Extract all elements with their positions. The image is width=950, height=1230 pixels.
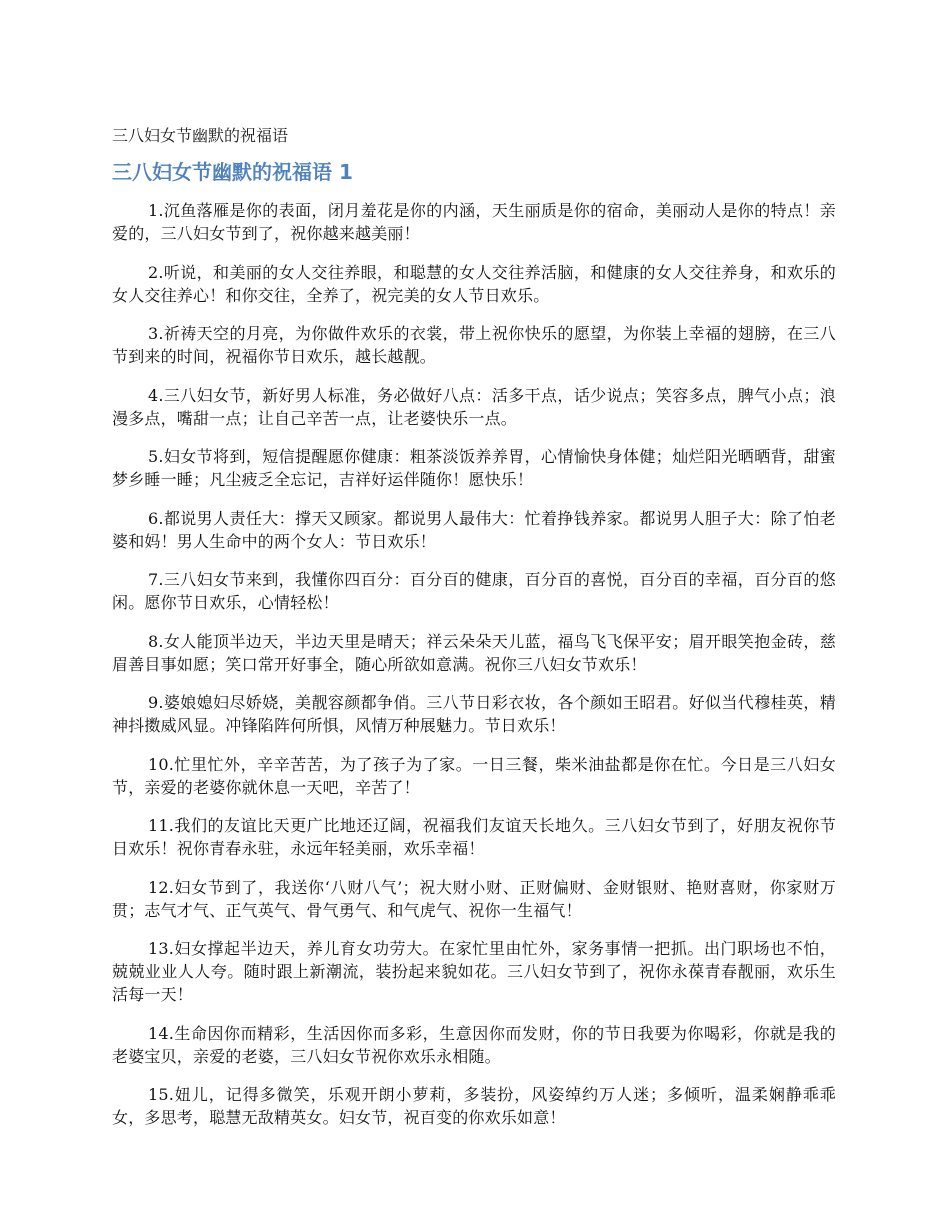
blessing-item-11: 11.我们的友谊比天更广比地还辽阔，祝福我们友谊天长地久。三八妇女节到了，好朋友祝你节日欢乐！祝你青春永驻，永远年轻美丽，欢乐幸福！ xyxy=(112,816,836,858)
blessing-item-4: 4.三八妇女节，新好男人标准，务必做好八点：活多干点，话少说点；笑容多点，脾气小点；浪漫多点，嘴甜一点；让自己辛苦一点，让老婆快乐一点。 xyxy=(112,385,836,428)
blessing-item-6: 6.都说男人责任大：撑天又顾家。都说男人最伟大：忙着挣钱养家。都说男人胆子大：除了怕老婆和妈！男人生命中的两个女人：节日欢乐！ xyxy=(112,508,836,551)
blessing-item-13: 13.妇女撑起半边天，养儿育女功劳大。在家忙里由忙外，家务事情一把抓。出门职场也不怕，兢兢业业人人夸。随时跟上新潮流，装扮起来貌如花。三八妇女节到了，祝你永葆青春靓丽，欢乐生活每一天！ xyxy=(112,939,836,1004)
blessing-item-1: 1.沉鱼落雁是你的表面，闭月羞花是你的内涵，天生丽质是你的宿命，美丽动人是你的特点！亲爱的，三八妇女节到了，祝你越来越美丽！ xyxy=(112,201,836,243)
document-title: 三八妇女节幽默的祝福语 xyxy=(112,126,289,145)
blessing-item-14: 14.生命因你而精彩，生活因你而多彩，生意因你而发财，你的节日我要为你喝彩，你就是我的老婆宝贝，亲爱的老婆，三八妇女节祝你欢乐永相随。 xyxy=(112,1023,836,1066)
blessing-item-7: 7.三八妇女节来到，我懂你四百分：百分百的健康，百分百的喜悦，百分百的幸福，百分百的悠闲。愿你节日欢乐，心情轻松！ xyxy=(112,570,836,612)
blessing-item-5: 5.妇女节将到，短信提醒愿你健康：粗茶淡饭养养胃，心情愉快身体健；灿烂阳光晒晒背，甜蜜梦乡睡一睡；凡尘疲乏全忘记，吉祥好运伴随你！愿快乐！ xyxy=(112,447,836,489)
blessing-item-10: 10.忙里忙外，辛辛苦苦，为了孩子为了家。一日三餐，柴米油盐都是你在忙。今日是三八妇女节，亲爱的老婆你就休息一天吧，辛苦了！ xyxy=(112,754,836,797)
blessing-item-2: 2.听说，和美丽的女人交往养眼，和聪慧的女人交往养活脑，和健康的女人交往养身，和欢乐的女人交往养心！和你交往，全养了，祝完美的女人节日欢乐。 xyxy=(112,262,836,305)
document-page xyxy=(112,124,836,1145)
blessing-list xyxy=(112,199,836,1129)
blessing-item-12: 12.妇女节到了，我送你‘八财八气’；祝大财小财、正财偏财、金财银财、艳财喜财，你家财万贯；志气才气、正气英气、骨气勇气、和气虎气、祝你一生福气！ xyxy=(112,877,836,920)
blessing-item-3: 3.祈祷天空的月亮，为你做件欢乐的衣裳，带上祝你快乐的愿望，为你装上幸福的翅膀，在三八节到来的时间，祝福你节日欢乐，越长越靓。 xyxy=(112,324,836,366)
section-heading: 三八妇女节幽默的祝福语 1 xyxy=(112,160,353,184)
blessing-item-15: 15.妞儿，记得多微笑，乐观开朗小萝莉，多装扮，风姿绰约万人迷；多倾听，温柔娴静乖乖女，多思考，聪慧无敌精英女。妇女节，祝百变的你欢乐如意！ xyxy=(112,1085,836,1127)
blessing-item-8: 8.女人能顶半边天，半边天里是晴天；祥云朵朵天儿蓝，福鸟飞飞保平安；眉开眼笑抱金砖，慈眉善目事如愿；笑口常开好事全，随心所欲如意满。祝你三八妇女节欢乐！ xyxy=(112,631,836,674)
blessing-item-9: 9.婆娘媳妇尽娇娆，美靓容颜都争俏。三八节日彩衣妆，各个颜如王昭君。好似当代穆桂英，精神抖擞威风显。冲锋陷阵何所惧，风情万种展魅力。节日欢乐！ xyxy=(112,693,836,735)
